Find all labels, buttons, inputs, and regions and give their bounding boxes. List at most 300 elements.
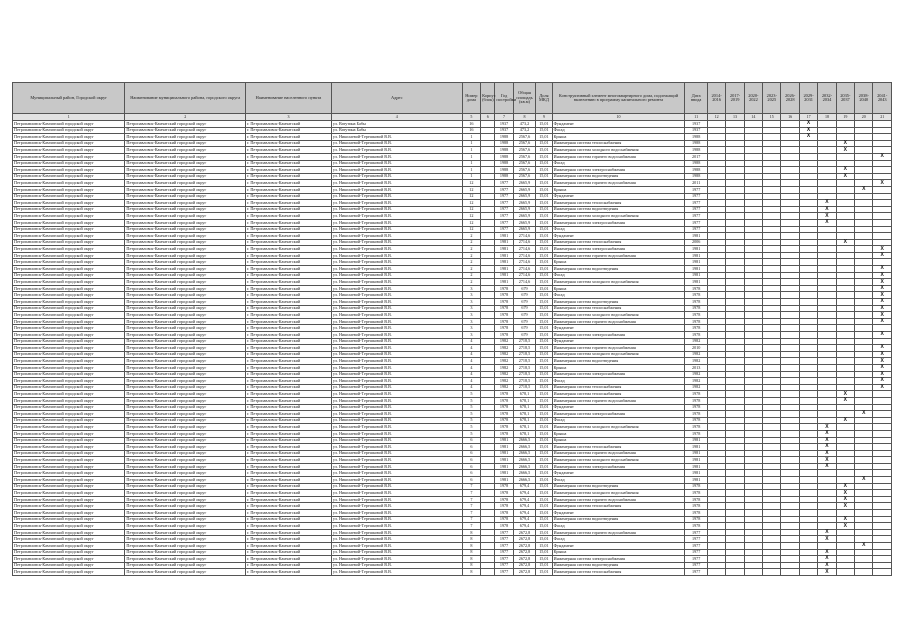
period-cell bbox=[763, 529, 781, 536]
period-cell bbox=[726, 338, 744, 345]
table-cell: Петропавловск-Камчатский городской округ bbox=[125, 200, 246, 207]
period-cell bbox=[836, 338, 854, 345]
table-cell: 5 bbox=[462, 430, 480, 437]
table-cell: 2665,9 bbox=[513, 180, 535, 187]
table-row bbox=[13, 417, 892, 424]
period-cell bbox=[744, 483, 762, 490]
table-cell: 1978 bbox=[685, 503, 707, 510]
period-cell bbox=[836, 206, 854, 213]
column-number: 6 bbox=[481, 114, 495, 121]
period-cell bbox=[763, 173, 781, 180]
period-cell bbox=[855, 569, 873, 576]
table-cell: 2672,8 bbox=[513, 536, 535, 543]
table-cell: Инженерная система холодного водоснабжения bbox=[552, 457, 685, 464]
table-cell: Петропавловск-Камчатский городской округ bbox=[125, 384, 246, 391]
period-cell bbox=[818, 503, 836, 510]
period-cell bbox=[763, 536, 781, 543]
period-cell bbox=[707, 490, 725, 497]
table-cell: Петропавловск-Камчатский городской округ bbox=[13, 239, 125, 246]
table-cell: 2567,6 bbox=[513, 140, 535, 147]
period-cell bbox=[799, 193, 817, 200]
period-cell bbox=[836, 358, 854, 365]
period-cell bbox=[726, 496, 744, 503]
period-cell bbox=[744, 496, 762, 503]
period-cell bbox=[818, 332, 836, 339]
period-cell bbox=[781, 536, 799, 543]
period-cell bbox=[707, 371, 725, 378]
period-cell bbox=[763, 305, 781, 312]
table-cell: Петропавловск-Камчатский городской округ bbox=[13, 121, 125, 128]
table-row bbox=[13, 529, 892, 536]
period-mark: X bbox=[873, 305, 892, 312]
period-cell bbox=[836, 213, 854, 220]
period-cell bbox=[707, 424, 725, 431]
table-cell: Петропавловск-Камчатский городской округ bbox=[125, 292, 246, 299]
period-cell bbox=[855, 424, 873, 431]
period-cell bbox=[707, 259, 725, 266]
period-cell bbox=[744, 523, 762, 530]
period-cell bbox=[836, 259, 854, 266]
period-cell bbox=[781, 358, 799, 365]
period-cell bbox=[781, 351, 799, 358]
table-cell: Петропавловск-Камчатский городской округ bbox=[13, 272, 125, 279]
table-cell: 1977 bbox=[495, 206, 513, 213]
period-cell bbox=[726, 351, 744, 358]
table-cell: 7 bbox=[462, 483, 480, 490]
table-cell: 4 bbox=[462, 338, 480, 345]
table-cell: 678,1 bbox=[513, 430, 535, 437]
table-cell: 3 bbox=[462, 305, 480, 312]
period-cell bbox=[855, 226, 873, 233]
table-cell: Фундамент bbox=[552, 510, 685, 517]
period-cell bbox=[781, 213, 799, 220]
table-cell: Петропавловск-Камчатский городской округ bbox=[13, 430, 125, 437]
table-cell: 1981 bbox=[495, 279, 513, 286]
table-row bbox=[13, 404, 892, 411]
period-cell bbox=[726, 543, 744, 550]
period-cell bbox=[707, 299, 725, 306]
period-cell bbox=[744, 252, 762, 259]
table-cell: г. Петропавловск-Камчатский bbox=[246, 318, 332, 325]
table-cell: Петропавловск-Камчатский городской округ bbox=[125, 417, 246, 424]
period-cell bbox=[873, 437, 892, 444]
table-cell: Фасад bbox=[552, 417, 685, 424]
period-cell bbox=[763, 127, 781, 134]
period-cell bbox=[818, 378, 836, 385]
table-row bbox=[13, 364, 892, 371]
table-cell: Петропавловск-Камчатский городской округ bbox=[13, 213, 125, 220]
table-cell: 1937 bbox=[685, 127, 707, 134]
period-mark: X bbox=[836, 173, 854, 180]
period-cell bbox=[836, 562, 854, 569]
period-cell bbox=[781, 266, 799, 273]
table-cell: Петропавловск-Камчатский городской округ bbox=[13, 233, 125, 240]
table-cell: 15,01 bbox=[536, 147, 552, 154]
column-number: 8 bbox=[513, 114, 535, 121]
period-cell bbox=[707, 219, 725, 226]
period-cell bbox=[873, 134, 892, 141]
table-cell: Инженерная система горячего водоснабжения bbox=[552, 180, 685, 187]
period-cell bbox=[707, 147, 725, 154]
table-cell bbox=[481, 233, 495, 240]
period-mark: X bbox=[818, 206, 836, 213]
table-cell bbox=[481, 549, 495, 556]
table-cell: Инженерная система теплоснабжения bbox=[552, 503, 685, 510]
table-cell: 1978 bbox=[495, 292, 513, 299]
table-cell: Петропавловск-Камчатский городской округ bbox=[125, 272, 246, 279]
table-cell: 1981 bbox=[495, 233, 513, 240]
period-cell bbox=[707, 470, 725, 477]
period-cell bbox=[799, 364, 817, 371]
period-mark: X bbox=[836, 167, 854, 174]
period-cell bbox=[781, 523, 799, 530]
period-mark: X bbox=[873, 252, 892, 259]
table-cell: Петропавловск-Камчатский городской округ bbox=[125, 358, 246, 365]
table-cell: Петропавловск-Камчатский городской округ bbox=[125, 562, 246, 569]
table-cell: г. Петропавловск-Камчатский bbox=[246, 529, 332, 536]
period-cell bbox=[707, 411, 725, 418]
table-cell bbox=[481, 318, 495, 325]
period-cell bbox=[818, 318, 836, 325]
table-cell: Инженерная система горячего водоснабжения bbox=[552, 496, 685, 503]
period-cell bbox=[763, 543, 781, 550]
period-cell bbox=[799, 450, 817, 457]
table-cell: Петропавловск-Камчатский городской округ bbox=[13, 345, 125, 352]
period-cell bbox=[799, 332, 817, 339]
table-cell: 1988 bbox=[495, 140, 513, 147]
period-cell bbox=[726, 345, 744, 352]
table-cell: 1 bbox=[462, 160, 480, 167]
table-cell: 1977 bbox=[685, 219, 707, 226]
period-cell bbox=[818, 384, 836, 391]
period-mark: X bbox=[873, 292, 892, 299]
period-cell bbox=[781, 279, 799, 286]
table-cell: 3 bbox=[462, 292, 480, 299]
period-mark: X bbox=[873, 358, 892, 365]
table-cell: 1977 bbox=[685, 193, 707, 200]
table-cell: 1977 bbox=[685, 186, 707, 193]
table-cell: Петропавловск-Камчатский городской округ bbox=[125, 213, 246, 220]
period-cell bbox=[707, 312, 725, 319]
table-cell: г. Петропавловск-Камчатский bbox=[246, 332, 332, 339]
period-cell bbox=[818, 312, 836, 319]
period-mark: X bbox=[836, 391, 854, 398]
table-cell: ул. Николаевой-Терешковой В.В. bbox=[331, 470, 462, 477]
period-cell bbox=[781, 252, 799, 259]
table-cell: 1981 bbox=[685, 463, 707, 470]
table-cell: Петропавловск-Камчатский городской округ bbox=[125, 180, 246, 187]
period-cell bbox=[818, 358, 836, 365]
period-cell bbox=[799, 483, 817, 490]
table-cell: 15,01 bbox=[536, 272, 552, 279]
period-mark: X bbox=[818, 450, 836, 457]
table-cell: 1981 bbox=[495, 259, 513, 266]
column-number: 21 bbox=[873, 114, 892, 121]
period-cell bbox=[726, 325, 744, 332]
period-cell bbox=[799, 358, 817, 365]
table-cell: Инженерная система горячего водоснабжения bbox=[552, 345, 685, 352]
period-cell bbox=[781, 239, 799, 246]
period-cell bbox=[855, 206, 873, 213]
period-cell bbox=[818, 417, 836, 424]
table-cell: Инженерная система холодного водоснабжения bbox=[552, 147, 685, 154]
table-cell: 7 bbox=[462, 496, 480, 503]
period-cell bbox=[744, 239, 762, 246]
table-cell: Крыша bbox=[552, 186, 685, 193]
table-row bbox=[13, 180, 892, 187]
period-mark: X bbox=[873, 180, 892, 187]
table-cell: 679 bbox=[513, 299, 535, 306]
table-cell: 2 bbox=[462, 272, 480, 279]
column-number: 15 bbox=[763, 114, 781, 121]
table-row bbox=[13, 186, 892, 193]
table-row bbox=[13, 233, 892, 240]
table-cell: Петропавловск-Камчатский городской округ bbox=[13, 160, 125, 167]
table-cell: Петропавловск-Камчатский городской округ bbox=[125, 219, 246, 226]
table-cell: ул. Николаевой-Терешковой В.В. bbox=[331, 233, 462, 240]
table-cell: 473,2 bbox=[513, 127, 535, 134]
period-cell bbox=[799, 338, 817, 345]
table-cell: 12 bbox=[462, 226, 480, 233]
table-cell: Петропавловск-Камчатский городской округ bbox=[13, 477, 125, 484]
table-cell: Петропавловск-Камчатский городской округ bbox=[125, 444, 246, 451]
period-cell bbox=[726, 160, 744, 167]
period-cell bbox=[763, 437, 781, 444]
table-row bbox=[13, 543, 892, 550]
period-cell bbox=[799, 200, 817, 207]
table-cell: ул. Николаевой-Терешковой В.В. bbox=[331, 200, 462, 207]
period-cell bbox=[873, 496, 892, 503]
table-cell: Фасад bbox=[552, 292, 685, 299]
table-cell: 1978 bbox=[495, 496, 513, 503]
period-cell bbox=[726, 529, 744, 536]
period-cell bbox=[781, 206, 799, 213]
table-cell: 2666,5 bbox=[513, 437, 535, 444]
period-cell bbox=[763, 411, 781, 418]
period-cell bbox=[707, 252, 725, 259]
period-cell bbox=[763, 417, 781, 424]
period-cell bbox=[726, 391, 744, 398]
table-cell: Инженерная система горячего водоснабжения bbox=[552, 252, 685, 259]
table-cell: Инженерная система теплоснабжения bbox=[552, 444, 685, 451]
period-cell bbox=[707, 246, 725, 253]
table-cell: 1978 bbox=[685, 417, 707, 424]
table-row bbox=[13, 292, 892, 299]
table-cell: Петропавловск-Камчатский городской округ bbox=[125, 140, 246, 147]
period-cell bbox=[726, 292, 744, 299]
period-cell bbox=[726, 332, 744, 339]
table-cell: 1978 bbox=[495, 430, 513, 437]
period-mark: X bbox=[818, 457, 836, 464]
period-mark: X bbox=[818, 430, 836, 437]
table-cell: Фасад bbox=[552, 536, 685, 543]
table-cell: 1 bbox=[462, 173, 480, 180]
period-cell bbox=[744, 121, 762, 128]
table-cell: Фасад bbox=[552, 226, 685, 233]
table-cell bbox=[481, 411, 495, 418]
period-cell bbox=[763, 140, 781, 147]
table-cell: Крыша bbox=[552, 364, 685, 371]
period-cell bbox=[707, 285, 725, 292]
period-cell bbox=[744, 516, 762, 523]
table-cell: 1978 bbox=[685, 299, 707, 306]
period-mark: X bbox=[799, 127, 817, 134]
table-cell bbox=[481, 272, 495, 279]
table-cell: ул. Николаевой-Терешковой В.В. bbox=[331, 246, 462, 253]
table-cell: 1988 bbox=[495, 153, 513, 160]
header-number-row bbox=[13, 114, 892, 121]
table-row bbox=[13, 378, 892, 385]
period-cell bbox=[744, 259, 762, 266]
table-cell: 2665,9 bbox=[513, 186, 535, 193]
period-cell bbox=[799, 318, 817, 325]
period-cell bbox=[818, 134, 836, 141]
table-cell bbox=[481, 292, 495, 299]
table-cell: 15,01 bbox=[536, 549, 552, 556]
table-cell: г. Петропавловск-Камчатский bbox=[246, 226, 332, 233]
period-cell bbox=[781, 503, 799, 510]
period-cell bbox=[855, 272, 873, 279]
table-cell bbox=[481, 523, 495, 530]
table-cell: г. Петропавловск-Камчатский bbox=[246, 470, 332, 477]
table-cell: 1982 bbox=[685, 371, 707, 378]
table-cell: 1977 bbox=[495, 213, 513, 220]
period-cell bbox=[763, 404, 781, 411]
table-cell bbox=[481, 536, 495, 543]
period-cell bbox=[707, 239, 725, 246]
table-cell: 12 bbox=[462, 206, 480, 213]
table-cell: 1988 bbox=[495, 134, 513, 141]
period-cell bbox=[799, 496, 817, 503]
table-cell: Инженерная система теплоснабжения bbox=[552, 384, 685, 391]
period-cell bbox=[726, 266, 744, 273]
table-cell: ул. Николаевой-Терешковой В.В. bbox=[331, 292, 462, 299]
table-cell bbox=[481, 503, 495, 510]
period-cell bbox=[726, 371, 744, 378]
period-mark: X bbox=[818, 562, 836, 569]
table-cell: г. Петропавловск-Камчатский bbox=[246, 279, 332, 286]
table-row bbox=[13, 444, 892, 451]
table-cell bbox=[481, 516, 495, 523]
table-cell: 2672,8 bbox=[513, 562, 535, 569]
period-cell bbox=[855, 239, 873, 246]
period-cell bbox=[726, 167, 744, 174]
period-cell bbox=[763, 160, 781, 167]
table-row bbox=[13, 470, 892, 477]
period-cell bbox=[855, 318, 873, 325]
table-cell: Инженерная система электроснабжения bbox=[552, 556, 685, 563]
table-cell: Петропавловск-Камчатский городской округ bbox=[13, 490, 125, 497]
table-cell: Петропавловск-Камчатский городской округ bbox=[13, 569, 125, 576]
table-cell: 2718,5 bbox=[513, 378, 535, 385]
period-mark: X bbox=[836, 490, 854, 497]
period-mark: X bbox=[836, 496, 854, 503]
period-cell bbox=[726, 503, 744, 510]
table-row bbox=[13, 391, 892, 398]
table-row bbox=[13, 259, 892, 266]
table-cell: ул. Николаевой-Терешковой В.В. bbox=[331, 226, 462, 233]
period-cell bbox=[763, 364, 781, 371]
table-cell: 1978 bbox=[685, 516, 707, 523]
table-cell: 1981 bbox=[495, 450, 513, 457]
table-row bbox=[13, 213, 892, 220]
table-cell: 2714,6 bbox=[513, 252, 535, 259]
period-cell bbox=[744, 470, 762, 477]
period-cell bbox=[781, 325, 799, 332]
table-cell: Петропавловск-Камчатский городской округ bbox=[13, 463, 125, 470]
table-cell: Фасад bbox=[552, 127, 685, 134]
table-cell: 1978 bbox=[495, 312, 513, 319]
period-cell bbox=[726, 147, 744, 154]
table-cell: г. Петропавловск-Камчатский bbox=[246, 417, 332, 424]
period-mark: X bbox=[836, 397, 854, 404]
table-cell: Инженерная система водоотведения bbox=[552, 483, 685, 490]
table-cell: г. Петропавловск-Камчатский bbox=[246, 266, 332, 273]
table-cell bbox=[481, 266, 495, 273]
table-row bbox=[13, 173, 892, 180]
period-cell bbox=[781, 272, 799, 279]
table-cell: Фундамент bbox=[552, 325, 685, 332]
period-cell bbox=[873, 173, 892, 180]
column-header: Общая площадь (кв.м) bbox=[513, 83, 535, 114]
period-cell bbox=[781, 417, 799, 424]
table-cell: Инженерная система теплоснабжения bbox=[552, 305, 685, 312]
period-cell bbox=[855, 391, 873, 398]
period-cell bbox=[836, 457, 854, 464]
table-cell: Петропавловск-Камчатский городской округ bbox=[13, 351, 125, 358]
table-cell: Петропавловск-Камчатский городской округ bbox=[13, 483, 125, 490]
period-cell bbox=[744, 299, 762, 306]
table-cell: 1978 bbox=[495, 318, 513, 325]
table-cell: г. Петропавловск-Камчатский bbox=[246, 556, 332, 563]
period-cell bbox=[763, 272, 781, 279]
table-cell: 15,01 bbox=[536, 510, 552, 517]
period-mark: X bbox=[873, 312, 892, 319]
table-cell: Инженерная система горячего водоснабжения bbox=[552, 153, 685, 160]
table-cell: ул. Николаевой-Терешковой В.В. bbox=[331, 239, 462, 246]
table-cell: 4 bbox=[462, 358, 480, 365]
period-cell bbox=[744, 371, 762, 378]
period-cell bbox=[744, 391, 762, 398]
table-cell: 3 bbox=[462, 312, 480, 319]
table-cell: г. Петропавловск-Камчатский bbox=[246, 510, 332, 517]
table-cell: Петропавловск-Камчатский городской округ bbox=[125, 259, 246, 266]
table-cell: 7 bbox=[462, 523, 480, 530]
table-row bbox=[13, 140, 892, 147]
table-cell: Фасад bbox=[552, 378, 685, 385]
period-cell bbox=[707, 134, 725, 141]
table-row bbox=[13, 167, 892, 174]
table-cell bbox=[481, 279, 495, 286]
table-cell: 1978 bbox=[685, 430, 707, 437]
table-cell: г. Петропавловск-Камчатский bbox=[246, 285, 332, 292]
period-cell bbox=[873, 549, 892, 556]
table-cell: 1977 bbox=[685, 213, 707, 220]
period-cell bbox=[799, 463, 817, 470]
table-cell: ул. Николаевой-Терешковой В.В. bbox=[331, 510, 462, 517]
table-cell: 15,01 bbox=[536, 173, 552, 180]
period-cell bbox=[726, 213, 744, 220]
period-cell bbox=[726, 411, 744, 418]
period-cell bbox=[726, 470, 744, 477]
period-cell bbox=[799, 167, 817, 174]
period-cell bbox=[744, 153, 762, 160]
table-cell: Петропавловск-Камчатский городской округ bbox=[125, 510, 246, 517]
table-cell: 473,2 bbox=[513, 121, 535, 128]
column-number: 14 bbox=[744, 114, 762, 121]
period-cell bbox=[836, 536, 854, 543]
table-cell: ул. Николаевой-Терешковой В.В. bbox=[331, 299, 462, 306]
